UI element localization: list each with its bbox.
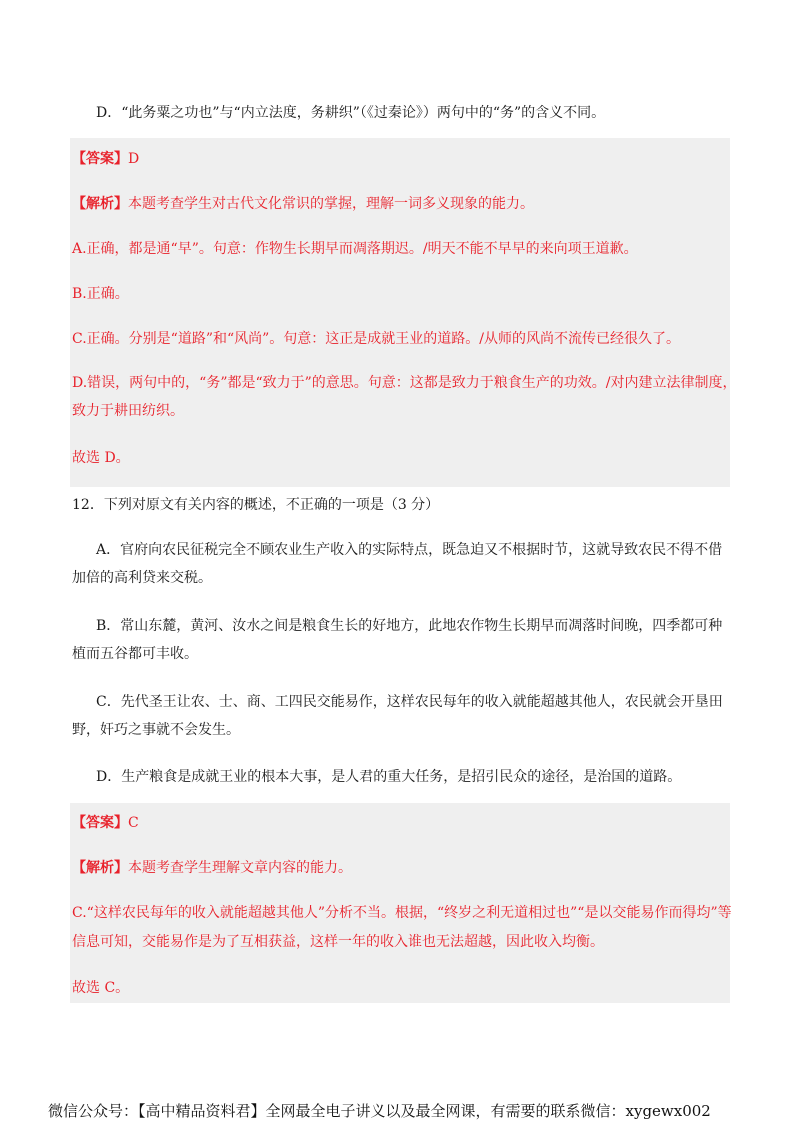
answer-value: C [128,815,139,831]
q11-answer [72,149,139,169]
analysis-text: 本题考查学生理解文章内容的能力。 [128,860,352,876]
q11-analysis-d-line1: D.错误，两句中的，“务”都是“致力于”的意思。句意：这都是致力于粮食生产的功效。/对内建立法律制度， [72,375,737,391]
q11-analysis-c: C.正确。分别是“道路”和“风尚”。句意：这正是成就王业的道路。/从师的风尚不流传已经很久了。 [72,331,681,347]
q12-option-c-line1: C．先代圣王让农、士、商、工四民交能易作，这样农民每年的收入就能超越其他人，农民就会开垦田 [96,694,723,710]
q12-option-a-line1: A．官府向农民征税完全不顾农业生产收入的实际特点，既急迫又不根据时节，这就导致农民不得不借 [96,542,723,558]
q12-option-a-line2: 加倍的高利贷来交税。 [72,570,212,586]
q12-analysis-c-line2: 信息可知，交能易作是为了互相获益，这样一年的收入谁也无法超越，因此收入均衡。 [72,934,604,950]
analysis-text: 本题考查学生对古代文化常识的掌握，理解一词多义现象的能力。 [128,196,534,212]
answer-tag: 【答案】 [72,815,128,831]
answer-value: D [128,151,140,167]
q11-analysis [72,194,534,214]
q12-analysis [72,858,352,878]
q12-analysis-c-line1: C.“这样农民每年的收入就能超越其他人”分析不当。根据，“终岁之利无道相过也”“是以交能易作而得均”等 [72,905,732,921]
q12-option-b-line1: B．常山东麓，黄河、汝水之间是粮食生长的好地方，此地农作物生长期早而凋落时间晚，四季都可种 [96,618,723,634]
q11-analysis-a: A.正确，都是通“早”。句意：作物生长期早而凋落期迟。/明天不能不早早的来向项王道歉。 [72,241,638,257]
q11-conclusion: 故选 D。 [72,450,130,466]
analysis-tag: 【解析】 [72,860,128,876]
q12-answer [72,813,139,833]
q12-conclusion: 故选 C。 [72,980,130,996]
footer-text: 微信公众号：【高中精品资料君】全网最全电子讲义以及最全网课，有需要的联系微信：xygewx002 [48,1102,711,1120]
q12-option-d: D．生产粮食是成就王业的根本大事，是人君的重大任务，是招引民众的途径，是治国的道路。 [96,769,682,785]
q11-analysis-b: B.正确。 [72,286,129,302]
q11-answer-box [70,138,730,487]
q12-stem: 12．下列对原文有关内容的概述，不正确的一项是（3 分） [72,497,440,513]
q11-analysis-d-line2: 致力于耕田纺织。 [72,403,184,419]
q12-option-c-line2: 野，奸巧之事就不会发生。 [72,722,240,738]
q11-option-d: D．“此务粟之功也”与“内立法度，务耕织”（《过秦论》）两句中的“务”的含义不同。 [96,105,606,121]
analysis-tag: 【解析】 [72,196,128,212]
answer-tag: 【答案】 [72,151,128,167]
q12-option-b-line2: 植而五谷都可丰收。 [72,646,198,662]
